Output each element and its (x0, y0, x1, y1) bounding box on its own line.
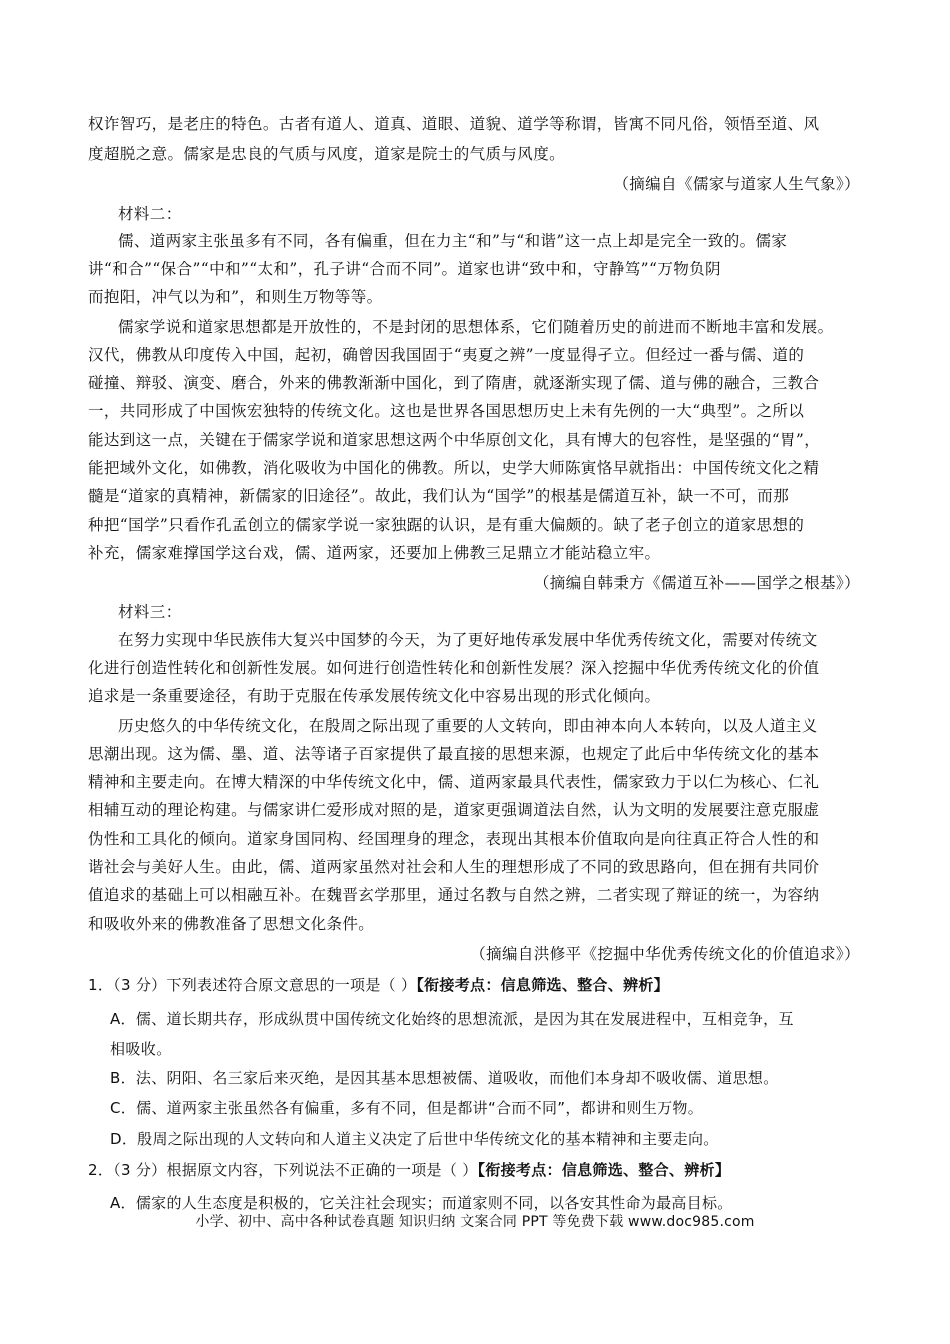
page-footer: 小学、初中、高中各种试卷真题 知识归纳 文案合同 PPT 等免费下载 www.doc985.com (195, 1214, 755, 1230)
material2-para1-line: 儒、道两家主张虽多有不同，各有偏重，但在力主“和”与“和谐”这一点上却是完全一致的。儒家 (118, 232, 788, 250)
material3-para1-line: 追求是一条重要途径，有助于克服在传承发展传统文化中容易出现的形式化倾向。 (88, 687, 661, 705)
material3-para2-line: 相辅互动的理论构建。与儒家讲仁爱形成对照的是，道家更强调道法自然，认为文明的发展要注意克服虚 (88, 801, 820, 819)
material3-para2-line: 值追求的基础上可以相融互补。在魏晋玄学那里，通过名教与自然之辨，二者实现了辩证的统一，为容纳 (88, 886, 820, 904)
question-1-option-c[interactable]: C．儒、道两家主张虽然各有偏重，多有不同，但是都讲“合而不同”，都讲和则生万物。 (110, 1099, 704, 1117)
question-1-option-b[interactable]: B．法、阴阳、名三家后来灭绝，是因其基本思想被儒、道吸收，而他们本身却不吸收儒、道思想。 (110, 1069, 779, 1087)
material3-para2-line: 历史悠久的中华传统文化，在殷周之际出现了重要的人文转向，即由神本向人本转向，以及人道主义 (118, 717, 818, 735)
material3-source: （摘编自洪修平《挖掘中华优秀传统文化的价值追求》） (470, 945, 860, 963)
material2-para2-line: 儒家学说和道家思想都是开放性的，不是封闭的思想体系，它们随着历史的前进而不断地丰富和发展。 (118, 318, 834, 336)
material1-line: 权诈智巧，是老庄的特色。古者有道人、道真、道眼、道貌、道学等称谓，皆寓不同凡俗，领悟至道、风 (88, 115, 820, 133)
question-1-option-a-cont: 相吸收。 (110, 1040, 172, 1058)
question-1-tag: 【衔接考点：信息筛选、整合、辨析】 (416, 976, 669, 994)
material1-source: （摘编自《儒家与道家人生气象》） (613, 175, 860, 193)
material2-para2-line: 补充，儒家难撑国学这台戏，儒、道两家，还要加上佛教三足鼎立才能站稳立牢。 (88, 544, 661, 562)
material3-para2-line: 谐社会与美好人生。由此，儒、道两家虽然对社会和人生的理想形成了不同的致思路向，但在拥有共同价 (88, 858, 820, 876)
question-2-stem (88, 1160, 860, 1180)
material3-para1-line: 化进行创造性转化和创新性发展。如何进行创造性转化和创新性发展？深入挖掘中华优秀传统文化的价值 (88, 659, 820, 677)
material3-para1-line: 在努力实现中华民族伟大复兴中国梦的今天，为了更好地传承发展中华优秀传统文化，需要对传统文 (118, 631, 818, 649)
material3-para2-line: 思潮出现。这为儒、墨、道、法等诸子百家提供了最直接的思想来源，也规定了此后中华传统文化的基本 (88, 745, 820, 763)
material2-para1-line: 讲“和合”“保合”“中和”“太和”，孔子讲“合而不同”。道家也讲“致中和，守静笃”“万物负阴 (88, 260, 721, 278)
material3-para2-line: 伪性和工具化的倾向。道家身国同构、经国理身的理念，表现出其根本价值取向是向往真正符合人性的和 (88, 830, 820, 848)
question-1-option-d[interactable]: D．殷周之际出现的人文转向和人道主义决定了后世中华传统文化的基本精神和主要走向。 (110, 1130, 719, 1148)
material2-para2-line: 髓是“道家的真精神，新儒家的旧途径”。故此，我们认为“国学”的根基是儒道互补，缺一不可，而那 (88, 487, 790, 505)
material3-heading: 材料三： (118, 603, 182, 621)
question-1-stem (88, 975, 860, 995)
material2-para2-line: 能把域外文化，如佛教，消化吸收为中国化的佛教。所以，史学大师陈寅恪早就指出：中国传统文化之精 (88, 459, 820, 477)
material2-source: （摘编自韩秉方《儒道互补——国学之根基》） (533, 574, 860, 592)
question-2-tag: 【衔接考点：信息筛选、整合、辨析】 (477, 1161, 731, 1179)
material2-para2-line: 碰撞、辩驳、演变、磨合，外来的佛教渐渐中国化，到了隋唐，就逐渐实现了儒、道与佛的融合，三教合 (88, 374, 820, 392)
question-1-text: 1．（3 分）下列表述符合原文意思的一项是（ ） (88, 976, 417, 994)
question-2-text: 2．（3 分）根据原文内容，下列说法不正确的一项是（ ） (88, 1161, 478, 1179)
material2-para2-line: 能达到这一点，关键在于儒家学说和道家思想这两个中华原创文化，具有博大的包容性，是坚强的“胃”， (88, 431, 821, 449)
material2-heading: 材料二： (118, 205, 182, 223)
question-1-option-a[interactable]: A．儒、道长期共存，形成纵贯中国传统文化始终的思想流派，是因为其在发展进程中，互相竞争，互 (110, 1010, 794, 1028)
material2-para1-line: 而抱阳，冲气以为和”，和则生万物等等。 (88, 288, 383, 306)
material2-para2-line: 汉代，佛教从印度传入中国，起初，确曾因我国固于“夷夏之辨”一度显得孑立。但经过一番与儒、道的 (88, 346, 805, 364)
question-2-option-a[interactable]: A．儒家的人生态度是积极的，它关注社会现实；而道家则不同，以各安其性命为最高目标。 (110, 1194, 733, 1212)
material2-para2-line: 种把“国学”只看作孔孟创立的儒家学说一家独踞的认识，是有重大偏颇的。缺了老子创立的道家思想的 (88, 516, 805, 534)
material3-para2-line: 精神和主要走向。在博大精深的中华传统文化中，儒、道两家最具代表性，儒家致力于以仁为核心、仁礼 (88, 773, 820, 791)
material1-line: 度超脱之意。儒家是忠良的气质与风度，道家是院士的气质与风度。 (88, 145, 566, 163)
material3-para2-line: 和吸收外来的佛教准备了思想文化条件。 (88, 915, 375, 933)
material2-para2-line: 一，共同形成了中国恢宏独特的传统文化。这也是世界各国思想历史上未有先例的一大“典型”。之所以 (88, 402, 805, 420)
